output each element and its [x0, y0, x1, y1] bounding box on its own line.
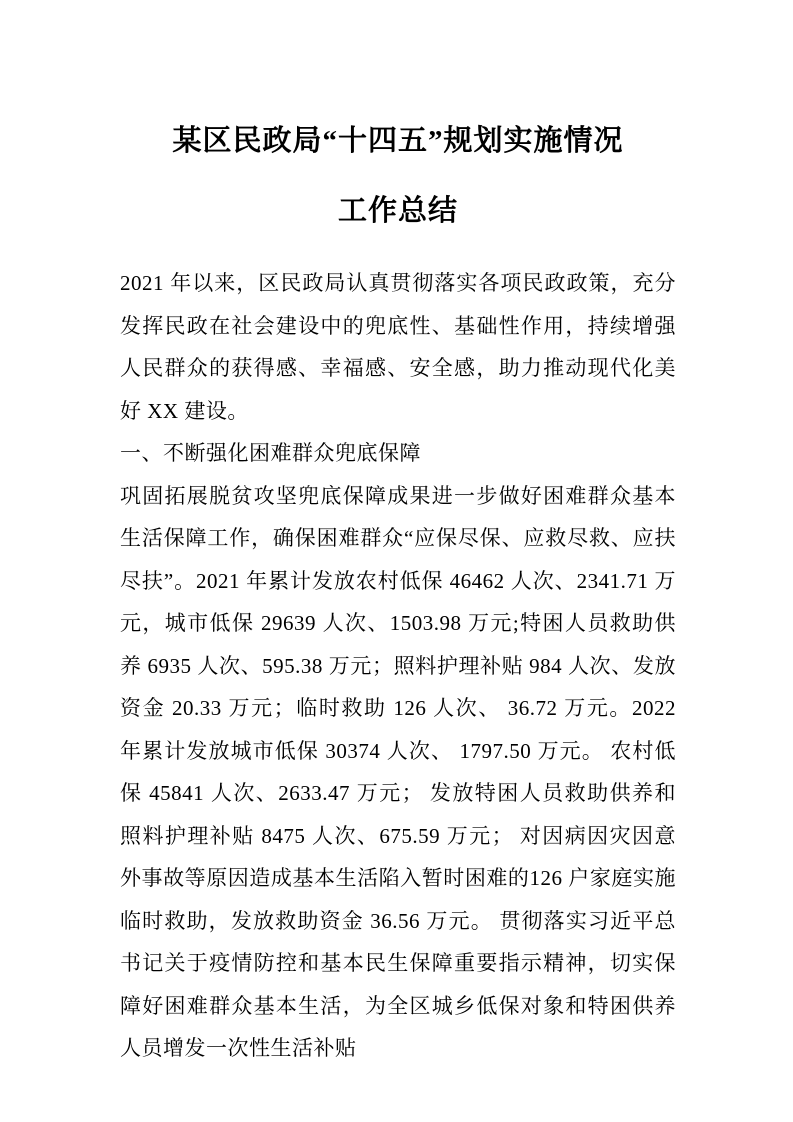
document-title-line-2: 工作总结 — [337, 195, 458, 227]
section-heading-1: 一、不断强化困难群众兜底保障 — [120, 441, 421, 465]
document-title — [120, 106, 676, 246]
paragraph-section-1-body: 巩固拓展脱贫攻坚兜底保障成果进一步做好困难群众基本生活保障工作，确保困难群众“应保尽保、应救尽救、应扶尽扶”。2021 年累计发放农村低保 46462 人次、2341.71 万元，城市低保 29639 人次、1503.98 万元;特困人员救助供养 6935 人次、595.38 万元；照料护理补贴 984 人次、发放资金 20.33 万元；临时救助 126 人次、 36.72 万元。2022 年累计发放城市低保 30374 人次、 1797.50 万元。 农村低保 45841 人次、2633.47 万元； 发放特困人员救助供养和照料护理补贴 8475 人次、675.59 万元； 对因病因灾因意外事故等原因造成基本生活陷入暂时困难的126 户家庭实施临时救助，发放救助资金 36.56 万元。 贯彻落实习近平总书记关于疫情防控和基本民生保障重要指示精神，切实保障好困难群众基本生活，为全区城乡低保对象和特困供养人员增发一次性生活补贴 — [120, 483, 676, 1060]
document-title-line-1: 某区民政局“十四五”规划实施情况 — [172, 125, 624, 157]
paragraph-intro: 2021 年以来，区民政局认真贯彻落实各项民政政策，充分发挥民政在社会建设中的兜底性、基础性作用，持续增强人民群众的获得感、幸福感、安全感，助力推动现代化美好 XX 建设。 — [120, 271, 676, 423]
